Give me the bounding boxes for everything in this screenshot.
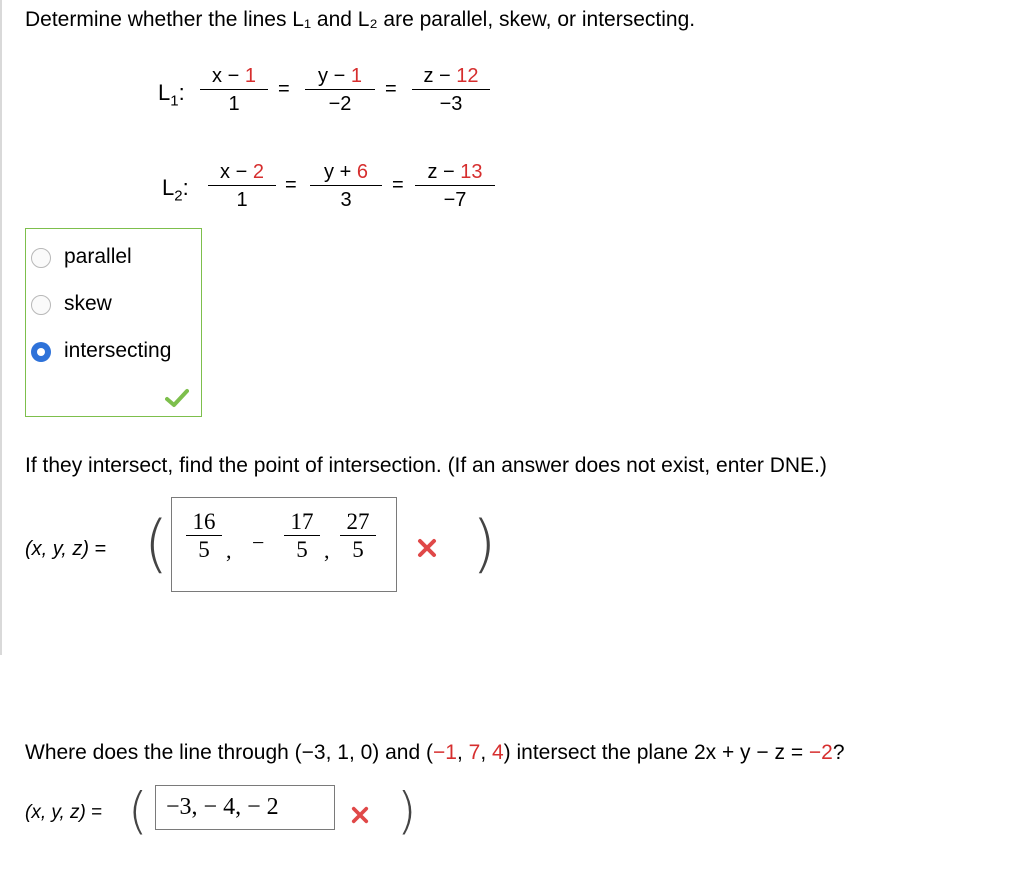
line-L1-label xyxy=(158,80,185,109)
L1-x-offset: 1 xyxy=(244,65,256,87)
L2-z-var: z − xyxy=(427,161,461,183)
q3-sep-2: , xyxy=(480,741,492,764)
L2-y-var: y + xyxy=(324,161,357,183)
L1-y-denominator: −2 xyxy=(328,93,352,115)
radio-intersecting[interactable] xyxy=(31,342,51,362)
L1-x-var: x − xyxy=(212,65,245,87)
choice-label-intersecting[interactable]: intersecting xyxy=(64,339,172,362)
question2-lhs-vars: (x, y, z) xyxy=(25,538,90,560)
answer-y-denominator: 5 xyxy=(296,537,308,562)
answer-x-denominator: 5 xyxy=(198,537,210,562)
answer-fraction-x xyxy=(186,510,222,562)
L1-fraction-y xyxy=(305,64,375,116)
line-L1-letter: L xyxy=(158,80,171,105)
answer-y-numerator: 17 xyxy=(290,509,314,534)
q3-point-y: 7 xyxy=(468,741,481,764)
question2-lhs xyxy=(25,538,106,561)
L2-x-offset: 2 xyxy=(252,161,264,183)
answer-comma-2: , xyxy=(324,538,330,563)
choice-label-skew[interactable]: skew xyxy=(64,292,112,315)
q3-prompt-part-1: Where does the line through (−3, 1, 0) and ( xyxy=(25,741,433,764)
L2-fraction-z xyxy=(415,160,495,212)
question3-lhs xyxy=(25,802,102,824)
q3-sep-1: , xyxy=(456,741,469,764)
correct-check-icon xyxy=(165,388,189,408)
question2-answer-input[interactable] xyxy=(171,497,397,592)
answer-x-numerator: 16 xyxy=(192,509,216,534)
line-L2-letter: L xyxy=(162,175,175,200)
L1-z-denominator: −3 xyxy=(439,93,463,115)
L2-x-var: x − xyxy=(220,161,253,183)
question3-close-paren: ) xyxy=(397,782,417,840)
question3-answer-value: −3, − 4, − 2 xyxy=(166,794,279,820)
L1-fraction-z xyxy=(412,64,490,116)
L1-z-offset: 12 xyxy=(456,65,479,87)
question2-equals: = xyxy=(94,538,107,560)
question1-prompt: Determine whether the lines L₁ and L₂ are parallel, skew, or intersecting. xyxy=(25,8,696,31)
question3-prompt xyxy=(25,741,845,765)
L1-equals-1: = xyxy=(278,78,290,100)
left-divider xyxy=(0,0,2,655)
L2-z-denominator: −7 xyxy=(443,189,467,211)
choice-label-parallel[interactable]: parallel xyxy=(64,245,132,268)
L1-equals-2: = xyxy=(385,78,397,100)
answer-fraction-y xyxy=(284,510,320,562)
L2-y-denominator: 3 xyxy=(340,189,352,211)
L2-fraction-x xyxy=(208,160,276,212)
L1-x-denominator: 1 xyxy=(228,93,240,115)
q3-point-x: −1 xyxy=(433,741,457,764)
line-L2-colon: : xyxy=(182,175,189,200)
question3-equals: = xyxy=(91,802,103,823)
answer-fraction-z xyxy=(340,510,376,562)
line-L2-label xyxy=(162,175,189,204)
radio-parallel[interactable] xyxy=(31,248,51,268)
answer-comma-1: , xyxy=(226,538,232,563)
question3-open-paren: ( xyxy=(128,782,148,840)
q3-plane-constant: −2 xyxy=(808,741,833,764)
line-L1-colon: : xyxy=(178,80,185,105)
radio-skew[interactable] xyxy=(31,295,51,315)
line-L2-subscript: 2 xyxy=(174,187,183,205)
answer-minus: − xyxy=(252,530,265,555)
L1-z-var: z − xyxy=(423,65,457,87)
L2-x-denominator: 1 xyxy=(236,189,248,211)
L1-y-offset: 1 xyxy=(350,65,362,87)
L2-equals-1: = xyxy=(285,174,297,196)
L1-y-var: y − xyxy=(318,65,351,87)
L1-fraction-x xyxy=(200,64,268,116)
L2-equals-2: = xyxy=(392,174,404,196)
q3-question-mark: ? xyxy=(832,741,845,764)
q3-prompt-part-7: ) intersect the plane 2x + y − z = xyxy=(503,741,809,764)
L2-z-offset: 13 xyxy=(460,161,483,183)
L2-y-offset: 6 xyxy=(356,161,368,183)
L2-fraction-y xyxy=(310,160,382,212)
question2-open-paren: ( xyxy=(144,507,169,580)
answer-z-numerator: 27 xyxy=(346,509,370,534)
q3-point-z: 4 xyxy=(491,741,504,764)
answer-z-denominator: 5 xyxy=(352,537,364,562)
line-L1-subscript: 1 xyxy=(170,92,179,110)
incorrect-x-icon xyxy=(351,806,369,824)
question3-lhs-vars: (x, y, z) xyxy=(25,802,86,823)
incorrect-x-icon xyxy=(417,538,437,558)
question3-answer-input[interactable] xyxy=(155,785,335,830)
question2-close-paren: ) xyxy=(472,507,497,580)
question2-prompt: If they intersect, find the point of intersection. (If an answer does not exist, enter DNE.) xyxy=(25,454,827,477)
